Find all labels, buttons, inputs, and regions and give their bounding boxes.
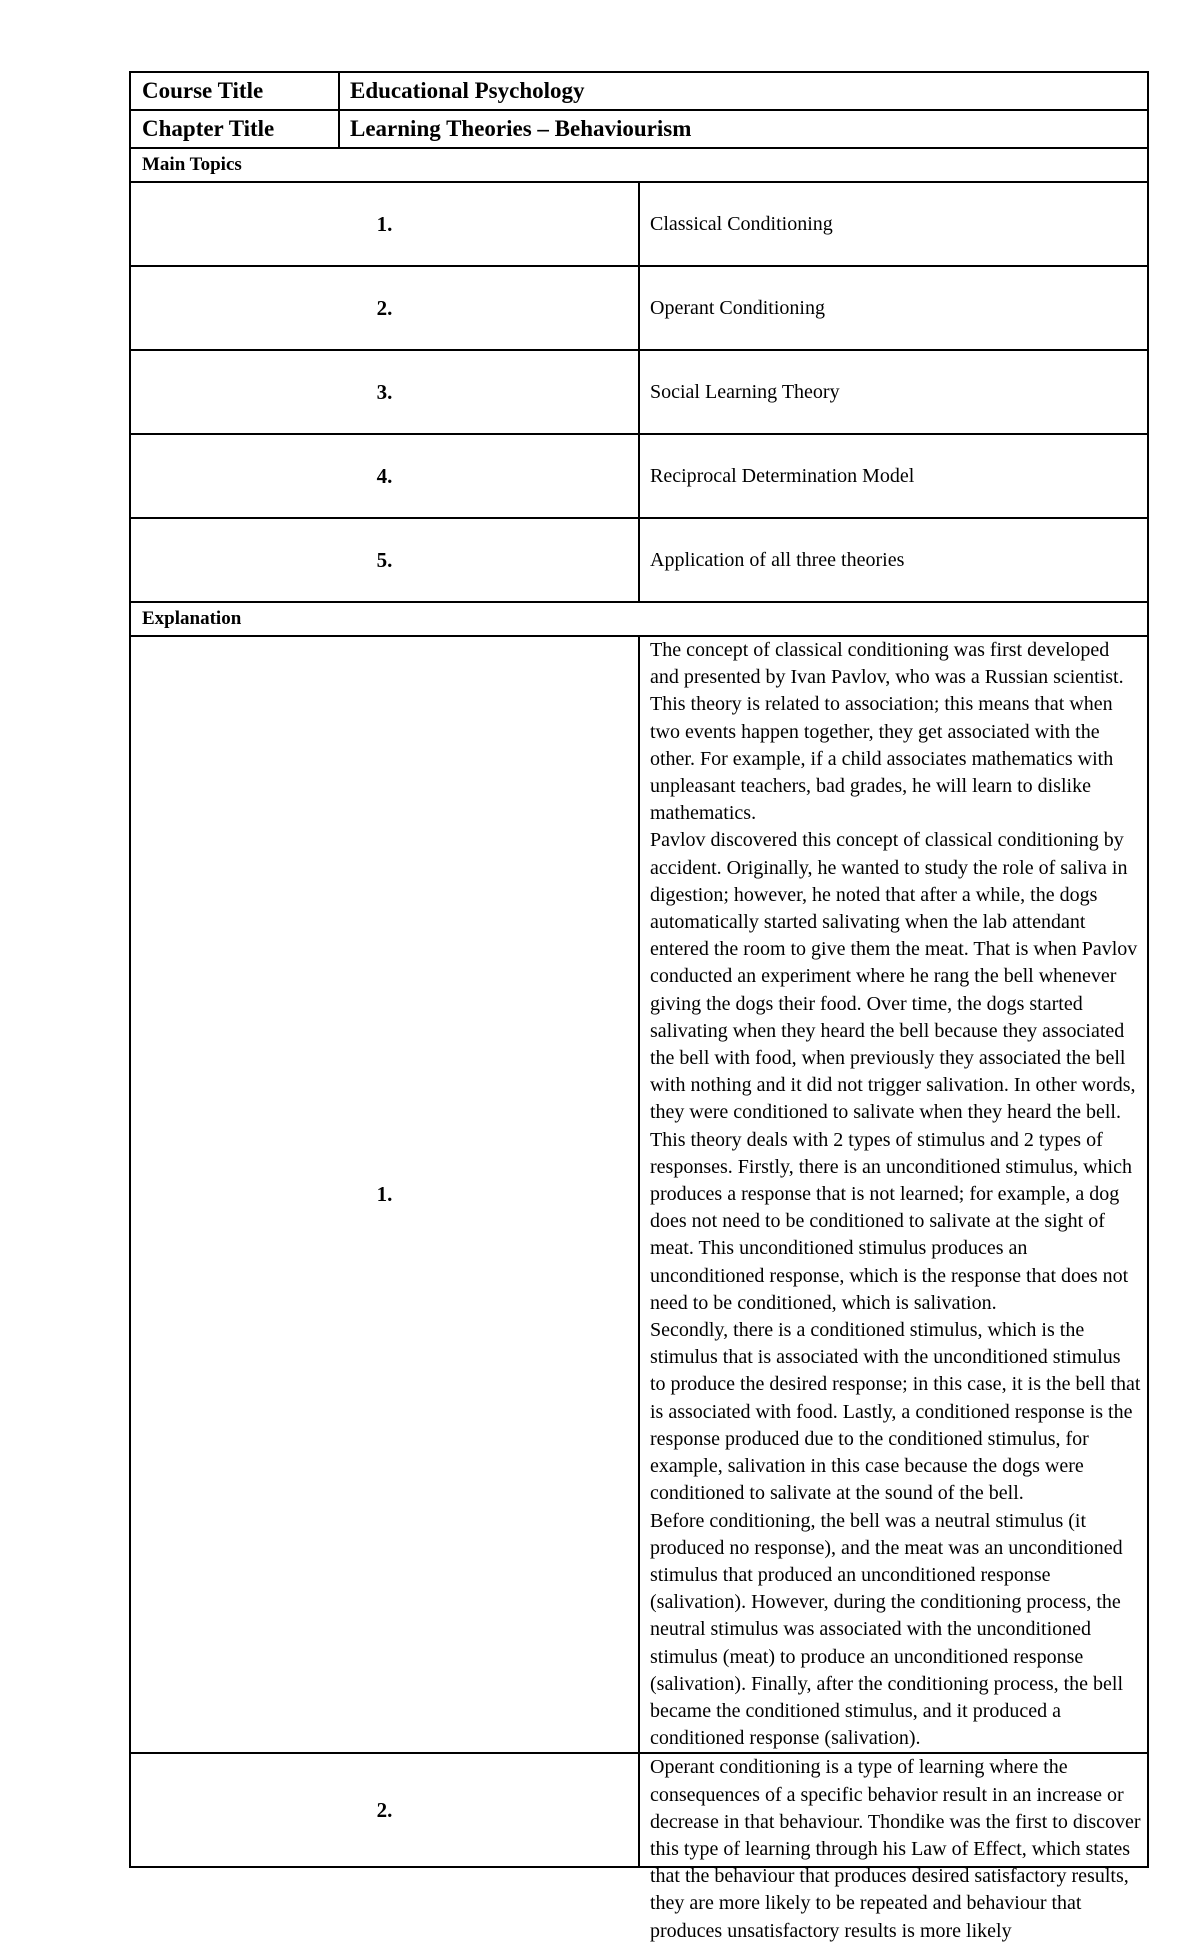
topic-row [130,434,1148,518]
course-title-value: Educational Psychology [339,72,1148,110]
explanation-number: 2. [130,1753,639,1867]
content-table [129,147,1149,1942]
topic-text: Operant Conditioning [639,266,1148,350]
course-table [129,71,1149,149]
explanation-paragraph: Pavlov discovered this concept of classical conditioning by accident. Originally, he wanted to study the role of saliva in digestion; however, he noted that after a while, the dogs automatically started salivating when the lab attendant entered the room to give them the meat. That is when Pavlov conducted an experiment where he rang the bell whenever giving the dogs their food. Over time, the dogs started salivating when they heard the bell because they associated the bell with food, when previously they associated the bell with nothing and it did not trigger salivation. In other words, they were conditioned to salivate when they heard the bell. [650,829,1138,1124]
topic-number: 2. [130,266,639,350]
topic-number: 3. [130,350,639,434]
topic-row [130,266,1148,350]
topic-text: Application of all three theories [639,518,1148,602]
explanation-header-row [130,602,1148,636]
main-topics-heading: Main Topics [130,148,1148,182]
explanation-text [639,1753,1148,1942]
explanation-heading: Explanation [130,602,1148,636]
main-topics-header-row [130,148,1148,182]
topic-number: 1. [130,182,639,266]
explanation-row [130,1753,1148,1867]
explanation-paragraph: Secondly, there is a conditioned stimulus, which is the stimulus that is associated with the unconditioned stimulus to produce the desired response; in this case, it is the bell that is associated with food. Lastly, a conditioned response is the response produced due to the conditioned stimulus, for example, salivation in this case because the dogs were conditioned to salivate at the sound of the bell. [650,1319,1141,1505]
document-page [129,71,1149,1942]
course-title-row [130,72,1148,110]
topic-row [130,518,1148,602]
chapter-title-label: Chapter Title [130,110,339,148]
chapter-title-row [130,110,1148,148]
topic-row [130,182,1148,266]
explanation-row [130,636,1148,1753]
topic-text: Social Learning Theory [639,350,1148,434]
topic-number: 5. [130,518,639,602]
topic-number: 4. [130,434,639,518]
topic-row [130,350,1148,434]
explanation-paragraph: This theory deals with 2 types of stimulus and 2 types of responses. Firstly, there is an unconditioned stimulus, which produces a response that is not learned; for example, a dog does not need to be conditioned to salivate at the sight of meat. This unconditioned stimulus produces an unconditioned response, which is the response that does not need to be conditioned, which is salivation. [650,1128,1132,1314]
chapter-title-value: Learning Theories – Behaviourism [339,110,1148,148]
explanation-text [639,636,1148,1753]
course-title-label: Course Title [130,72,339,110]
explanation-paragraph: The concept of classical conditioning was first developed and presented by Ivan Pavlov, who was a Russian scientist. This theory is related to association; this means that when two events happen together, they get associated with the other. For example, if a child associates mathematics with unpleasant teachers, bad grades, he will learn to dislike mathematics. [650,639,1124,825]
explanation-paragraph: Before conditioning, the bell was a neutral stimulus (it produced no response), and the meat was an unconditioned stimulus that produced an unconditioned response (salivation). However, during the conditioning process, the neutral stimulus was associated with the unconditioned stimulus (meat) to produce an unconditioned response (salivation). Finally, after the conditioning process, the bell became the conditioned stimulus, and it produced a conditioned response (salivation). [650,1509,1124,1750]
explanation-number: 1. [130,636,639,1753]
explanation-paragraph: Operant conditioning is a type of learning where the consequences of a specific behavior result in an increase or decrease in that behaviour. Thondike was the first to discover this type of learning through his Law of Effect, which states that the behaviour that produces desired satisfactory results, they are more likely to be repeated and behaviour that produces unsatisfactory results is more likely [650,1756,1141,1942]
topic-text: Reciprocal Determination Model [639,434,1148,518]
topic-text: Classical Conditioning [639,182,1148,266]
